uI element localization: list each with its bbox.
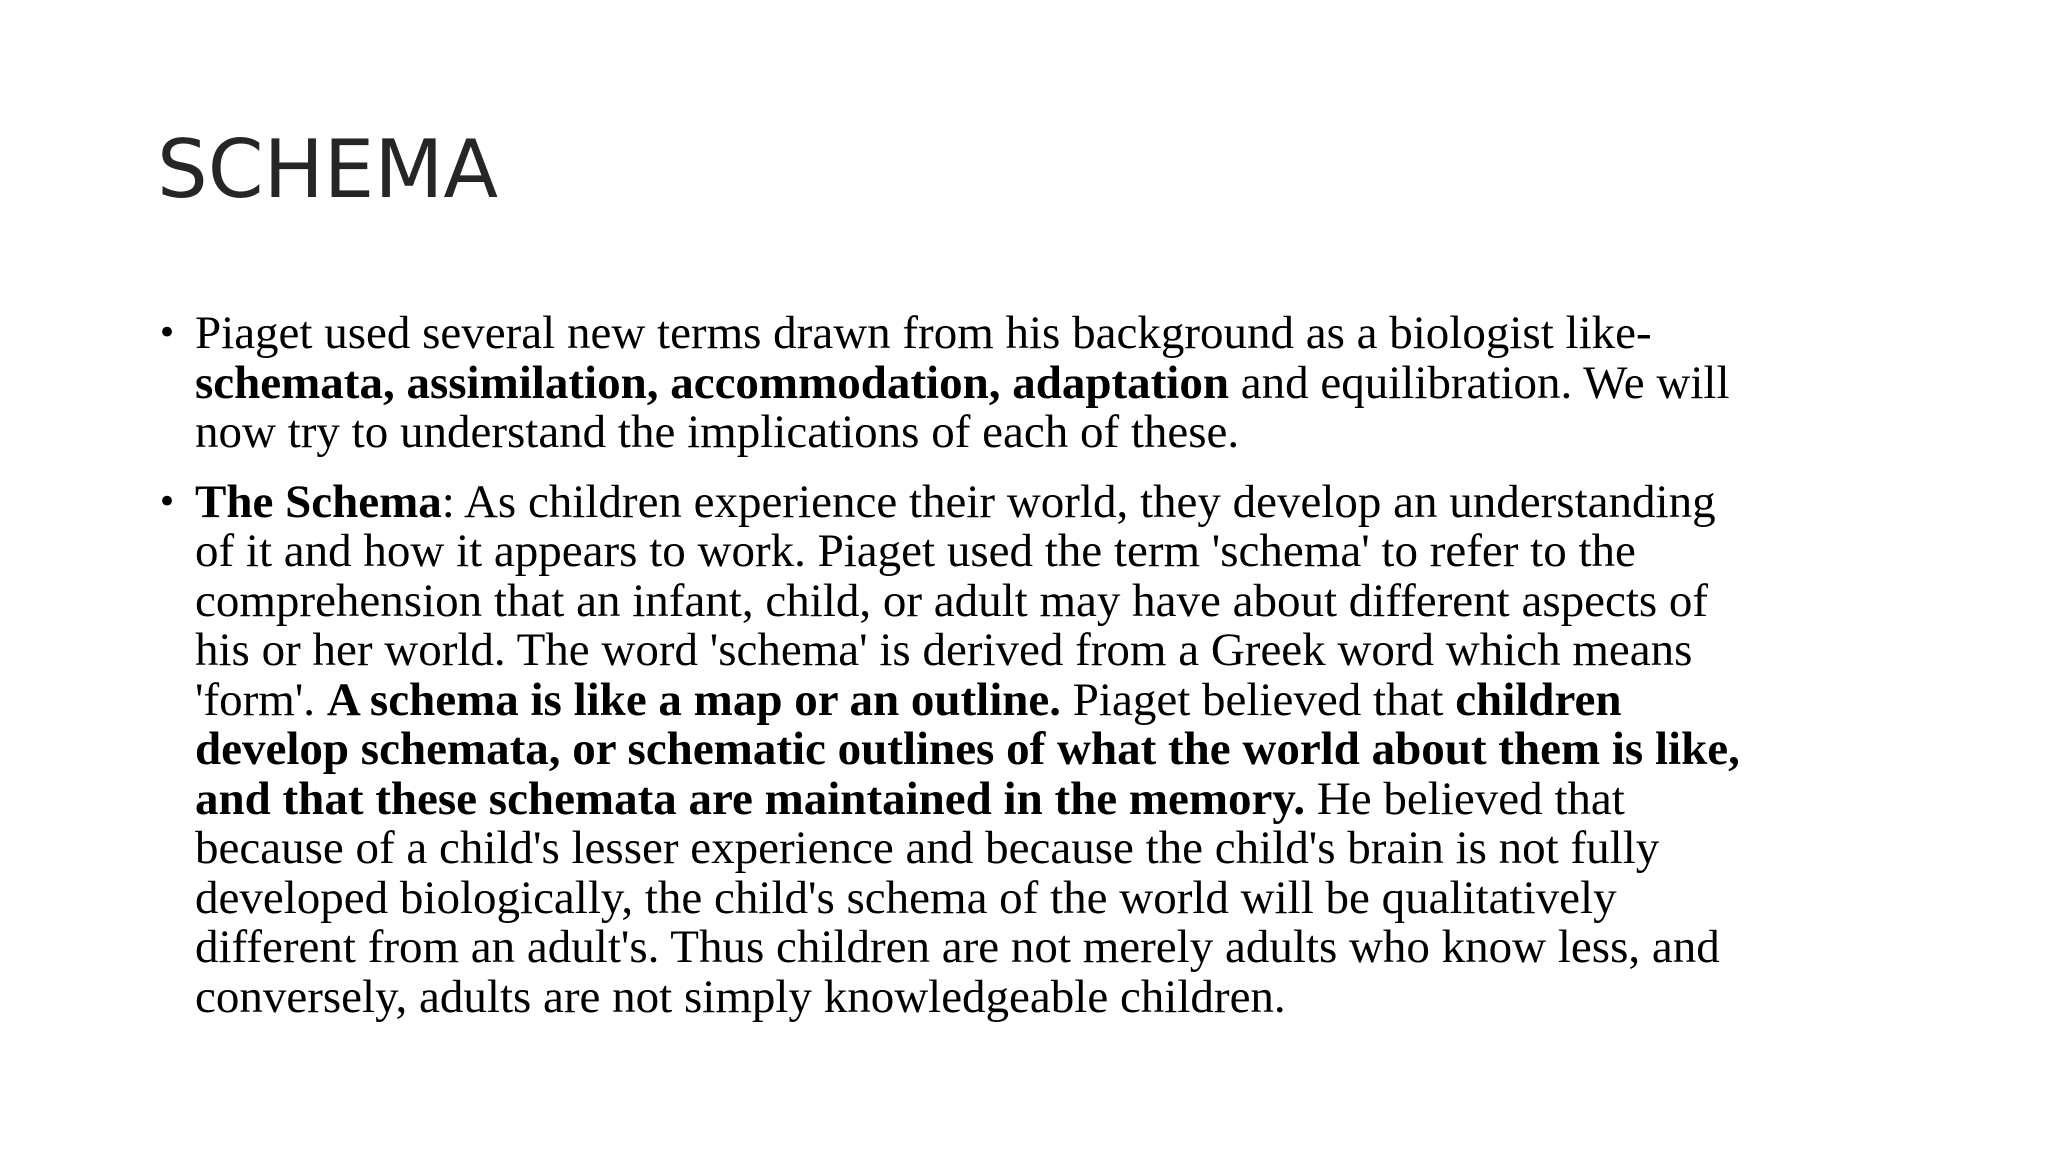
text-line <box>195 673 1917 726</box>
text-line <box>195 824 1917 874</box>
bullet-dot-icon: • <box>157 481 178 522</box>
text-run: conversely, adults are not simply knowledgeable children. <box>195 970 1286 1023</box>
text-run: different from an adult's. Thus children are not merely adults who know less, and <box>195 921 1720 973</box>
text-line <box>195 356 1917 409</box>
bold-text-run: A schema is like a map or an outline. <box>326 673 1062 726</box>
text-run: 'form'. <box>195 673 327 726</box>
bullet-dot-icon: • <box>157 313 178 353</box>
text-run: because of a child's lesser experience and because the child's brain is not fully <box>195 822 1660 874</box>
bold-text-run: schemata, assimilation, accommodation, adaptation <box>195 356 1229 409</box>
bullet-item <box>157 475 1917 1023</box>
text-run: and equilibration. We will <box>1229 356 1730 409</box>
text-run: Piaget used several new terms drawn from his background as a biologist like- <box>195 307 1652 359</box>
text-line <box>195 725 1917 775</box>
text-run: his or her world. The word 'schema' is derived from a Greek word which means <box>195 624 1693 676</box>
text-line <box>195 408 1917 458</box>
bullet-text <box>195 309 1917 458</box>
text-line <box>195 309 1917 359</box>
text-run: comprehension that an infant, child, or adult may have about different aspects of <box>195 574 1709 627</box>
bullet-text <box>195 475 1917 1023</box>
text-run: of it and how it appears to work. Piaget used the term 'schema' to refer to the <box>195 525 1636 577</box>
text-run: developed biologically, the child's schema of the world will be qualitatively <box>195 871 1617 924</box>
slide-title: SCHEMA <box>157 123 499 216</box>
bullet-item <box>157 309 1917 458</box>
bold-text-run: children <box>1455 673 1622 726</box>
bold-text-run: The Schema <box>195 475 442 528</box>
text-run: He believed that <box>1305 772 1625 825</box>
text-run: Piaget believed that <box>1061 673 1456 726</box>
text-line <box>195 475 1917 528</box>
text-line <box>195 923 1917 973</box>
text-run: now try to understand the implications of each of these. <box>195 406 1240 458</box>
text-line <box>195 871 1917 924</box>
text-line <box>195 574 1917 627</box>
text-line <box>195 970 1917 1023</box>
text-line <box>195 626 1917 676</box>
bold-text-run: and that these schemata are maintained in the memory. <box>195 772 1306 825</box>
bold-text-run: develop schemata, or schematic outlines of what the world about them is like, <box>195 723 1740 775</box>
text-run: : As children experience their world, they develop an understanding <box>441 475 1716 528</box>
text-line <box>195 772 1917 825</box>
text-line <box>195 527 1917 577</box>
bullet-list <box>157 309 1917 1022</box>
